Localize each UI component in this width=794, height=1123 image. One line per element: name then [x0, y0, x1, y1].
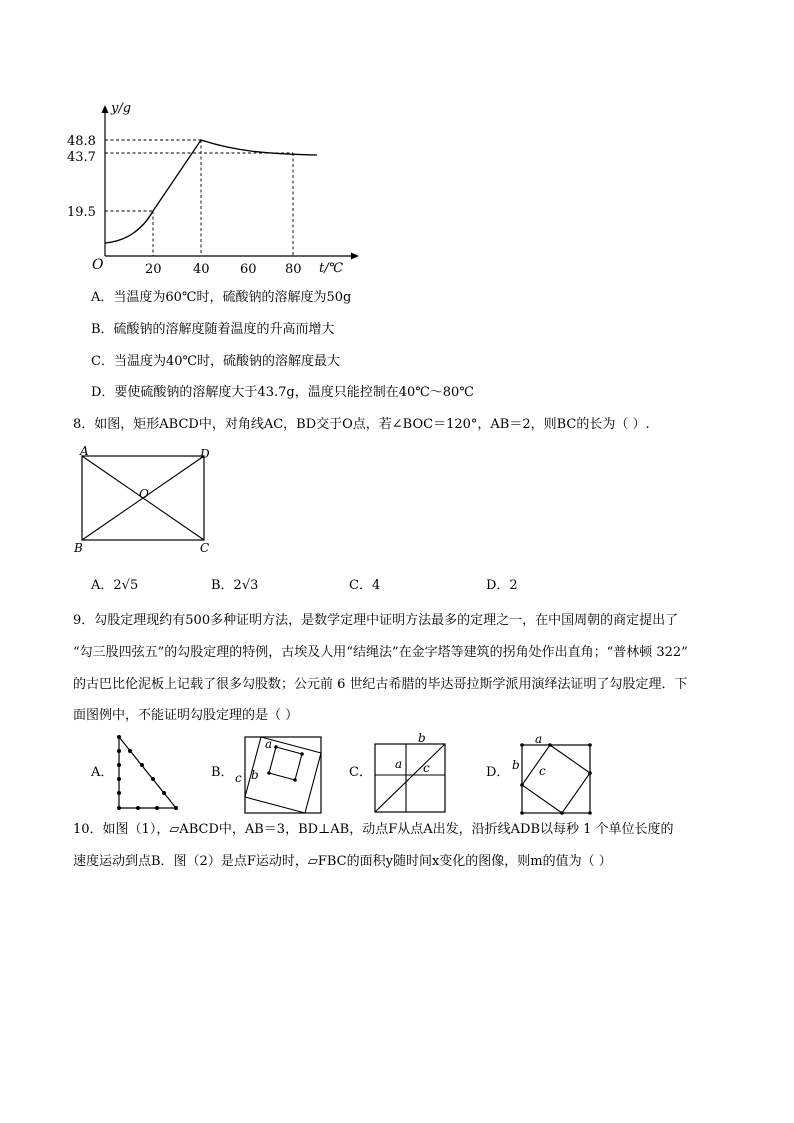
q9-option-b-letter: B．	[211, 765, 234, 780]
label-o: O	[139, 487, 149, 501]
y-tick-48-8: 48.8	[67, 134, 96, 149]
q9-figure-d-inscribed-square	[507, 732, 597, 814]
q9-figure-a-knotted-rope-triangle	[112, 733, 182, 813]
x-axis-arrow	[351, 253, 359, 260]
label-a: a	[265, 737, 273, 751]
q7-option-c: C．当温度为40℃时，硫酸钠的溶解度最大	[91, 354, 341, 369]
q9-stem-line-3: 的古巴比伦泥板上记载了很多勾股数；公元前 6 世纪古希腊的毕达哥拉斯学派用演绎法证明了勾股定理．下	[73, 677, 688, 692]
x-axis-label: t/℃	[319, 261, 344, 276]
label-c: c	[539, 764, 546, 778]
q8-option-b: B．2√3	[211, 578, 259, 593]
label-a: A	[80, 444, 89, 458]
label-c: c	[235, 771, 242, 785]
q9-figure-c-grid-square	[370, 730, 450, 814]
label-b: b	[251, 768, 259, 782]
y-tick-19-5: 19.5	[67, 205, 96, 220]
label-b: b	[418, 731, 426, 745]
y-axis-label: y/g	[111, 101, 132, 116]
q8-rectangle-figure	[72, 444, 222, 559]
y-tick-43-7: 43.7	[67, 150, 96, 165]
label-d: D	[200, 447, 210, 461]
q8-option-d: D．2	[486, 578, 518, 593]
q10-stem-line-1: 10．如图（1），▱ABCD中，AB＝3，BD⊥AB，动点F从点A出发，沿折线ADB以每秒 1 个单位长度的	[73, 822, 674, 837]
label-c: c	[423, 761, 430, 775]
label-b: b	[512, 758, 520, 772]
q9-option-c-letter: C．	[349, 765, 372, 780]
q9-option-a-letter: A．	[91, 765, 114, 780]
q7-option-d: D．要使硫酸钠的溶解度大于43.7g，温度只能控制在40℃～80℃	[91, 385, 474, 400]
solubility-graph	[67, 95, 375, 280]
x-tick-80: 80	[285, 262, 302, 277]
label-a: a	[535, 732, 543, 746]
q9-stem-line-4: 面图例中，不能证明勾股定理的是（ ）	[73, 708, 299, 723]
q8-option-c: C．4	[349, 578, 381, 593]
label-c: C	[200, 541, 210, 555]
q9-stem-line-2: “勾三股四弦五”的勾股定理的特例，古埃及人用“结绳法”在金字塔等建筑的拐角处作出直角；“普林顿 322”	[73, 645, 688, 660]
q10-stem-line-2: 速度运动到点B．图（2）是点F运动时，▱FBC的面积y随时间x变化的图像，则m的值为（ ）	[73, 854, 612, 869]
q8-stem: 8．如图，矩形ABCD中，对角线AC，BD交于O点，若∠BOC＝120°，AB＝2，则BC的长为（ ）.	[73, 417, 650, 432]
label-a: a	[395, 757, 403, 771]
q7-option-a: A．当温度为60℃时，硫酸钠的溶解度为50g	[91, 290, 352, 305]
q9-stem-line-1: 9．勾股定理现约有500多种证明方法，是数学定理中证明方法最多的定理之一，在中国周朝的商定提出了	[73, 613, 679, 628]
q7-option-b: B．硫酸钠的溶解度随着温度的升高而增大	[91, 322, 335, 337]
x-tick-40: 40	[193, 262, 210, 277]
solubility-curve	[105, 140, 317, 243]
origin-label: O	[92, 257, 104, 273]
label-b: B	[74, 541, 83, 555]
x-tick-60: 60	[240, 262, 257, 277]
q8-option-a: A．2√5	[91, 578, 139, 593]
q9-option-d-letter: D．	[486, 765, 510, 780]
x-tick-20: 20	[145, 262, 162, 277]
q9-figure-b-square-proof	[232, 732, 327, 814]
y-axis-arrow	[102, 105, 109, 113]
